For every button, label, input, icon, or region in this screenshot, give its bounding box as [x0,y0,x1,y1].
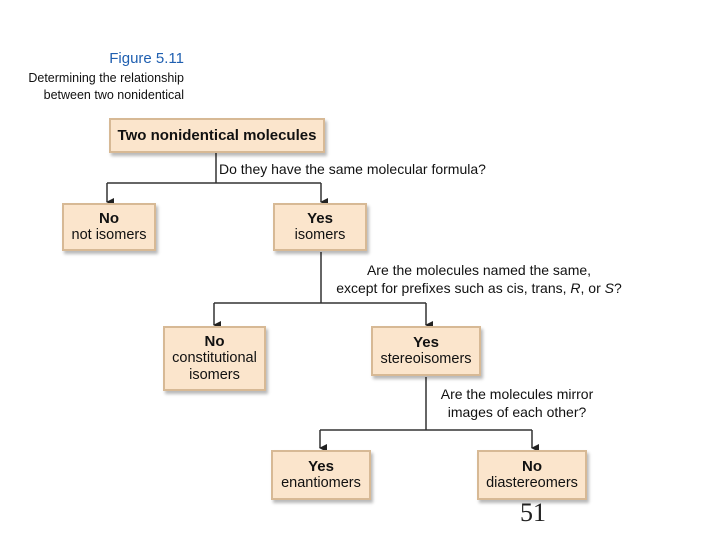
page-number: 51 [520,498,546,527]
node-diastereomers-head: No [522,458,542,475]
figure-title: Figure 5.11 [109,50,184,67]
node-isomers-sub: isomers [294,227,346,243]
question-2-line-2: except for prefixes such as cis, trans, R, or S? [336,280,622,296]
node-constitutional-sub-1: constitutional [172,350,257,366]
question-1: Do they have the same molecular formula? [219,161,486,177]
question-2 [329,261,629,297]
figure-description-line-1: Determining the relationship [28,71,184,85]
node-constitutional-sub-2: isomers [189,367,240,383]
node-diastereomers [477,450,587,500]
node-stereoisomers [371,326,481,376]
question-2-r: R [570,280,581,296]
root-node-label: Two nonidentical molecules [117,127,317,144]
node-isomers-head: Yes [307,210,333,227]
figure-description-line-2: between two nonidentical [43,88,184,102]
question-2-s: S [604,280,614,296]
node-enantiomers-sub: enantiomers [281,475,361,491]
node-enantiomers-head: Yes [308,458,334,475]
node-isomers [273,203,367,251]
node-not-isomers [62,203,156,251]
node-stereoisomers-sub: stereoisomers [380,351,472,367]
node-constitutional-head: No [204,333,225,350]
node-not-isomers-head: No [99,210,119,227]
root-node [109,118,325,153]
question-3 [432,385,602,421]
question-3-line-1: Are the molecules mirror [440,386,594,402]
node-diastereomers-sub: diastereomers [486,475,578,491]
node-enantiomers [271,450,371,500]
node-stereoisomers-head: Yes [413,334,439,351]
node-not-isomers-sub: not isomers [71,227,147,243]
question-2-line-1: Are the molecules named the same, [366,262,592,278]
question-3-line-2: images of each other? [447,404,587,420]
node-constitutional-isomers [163,326,266,391]
